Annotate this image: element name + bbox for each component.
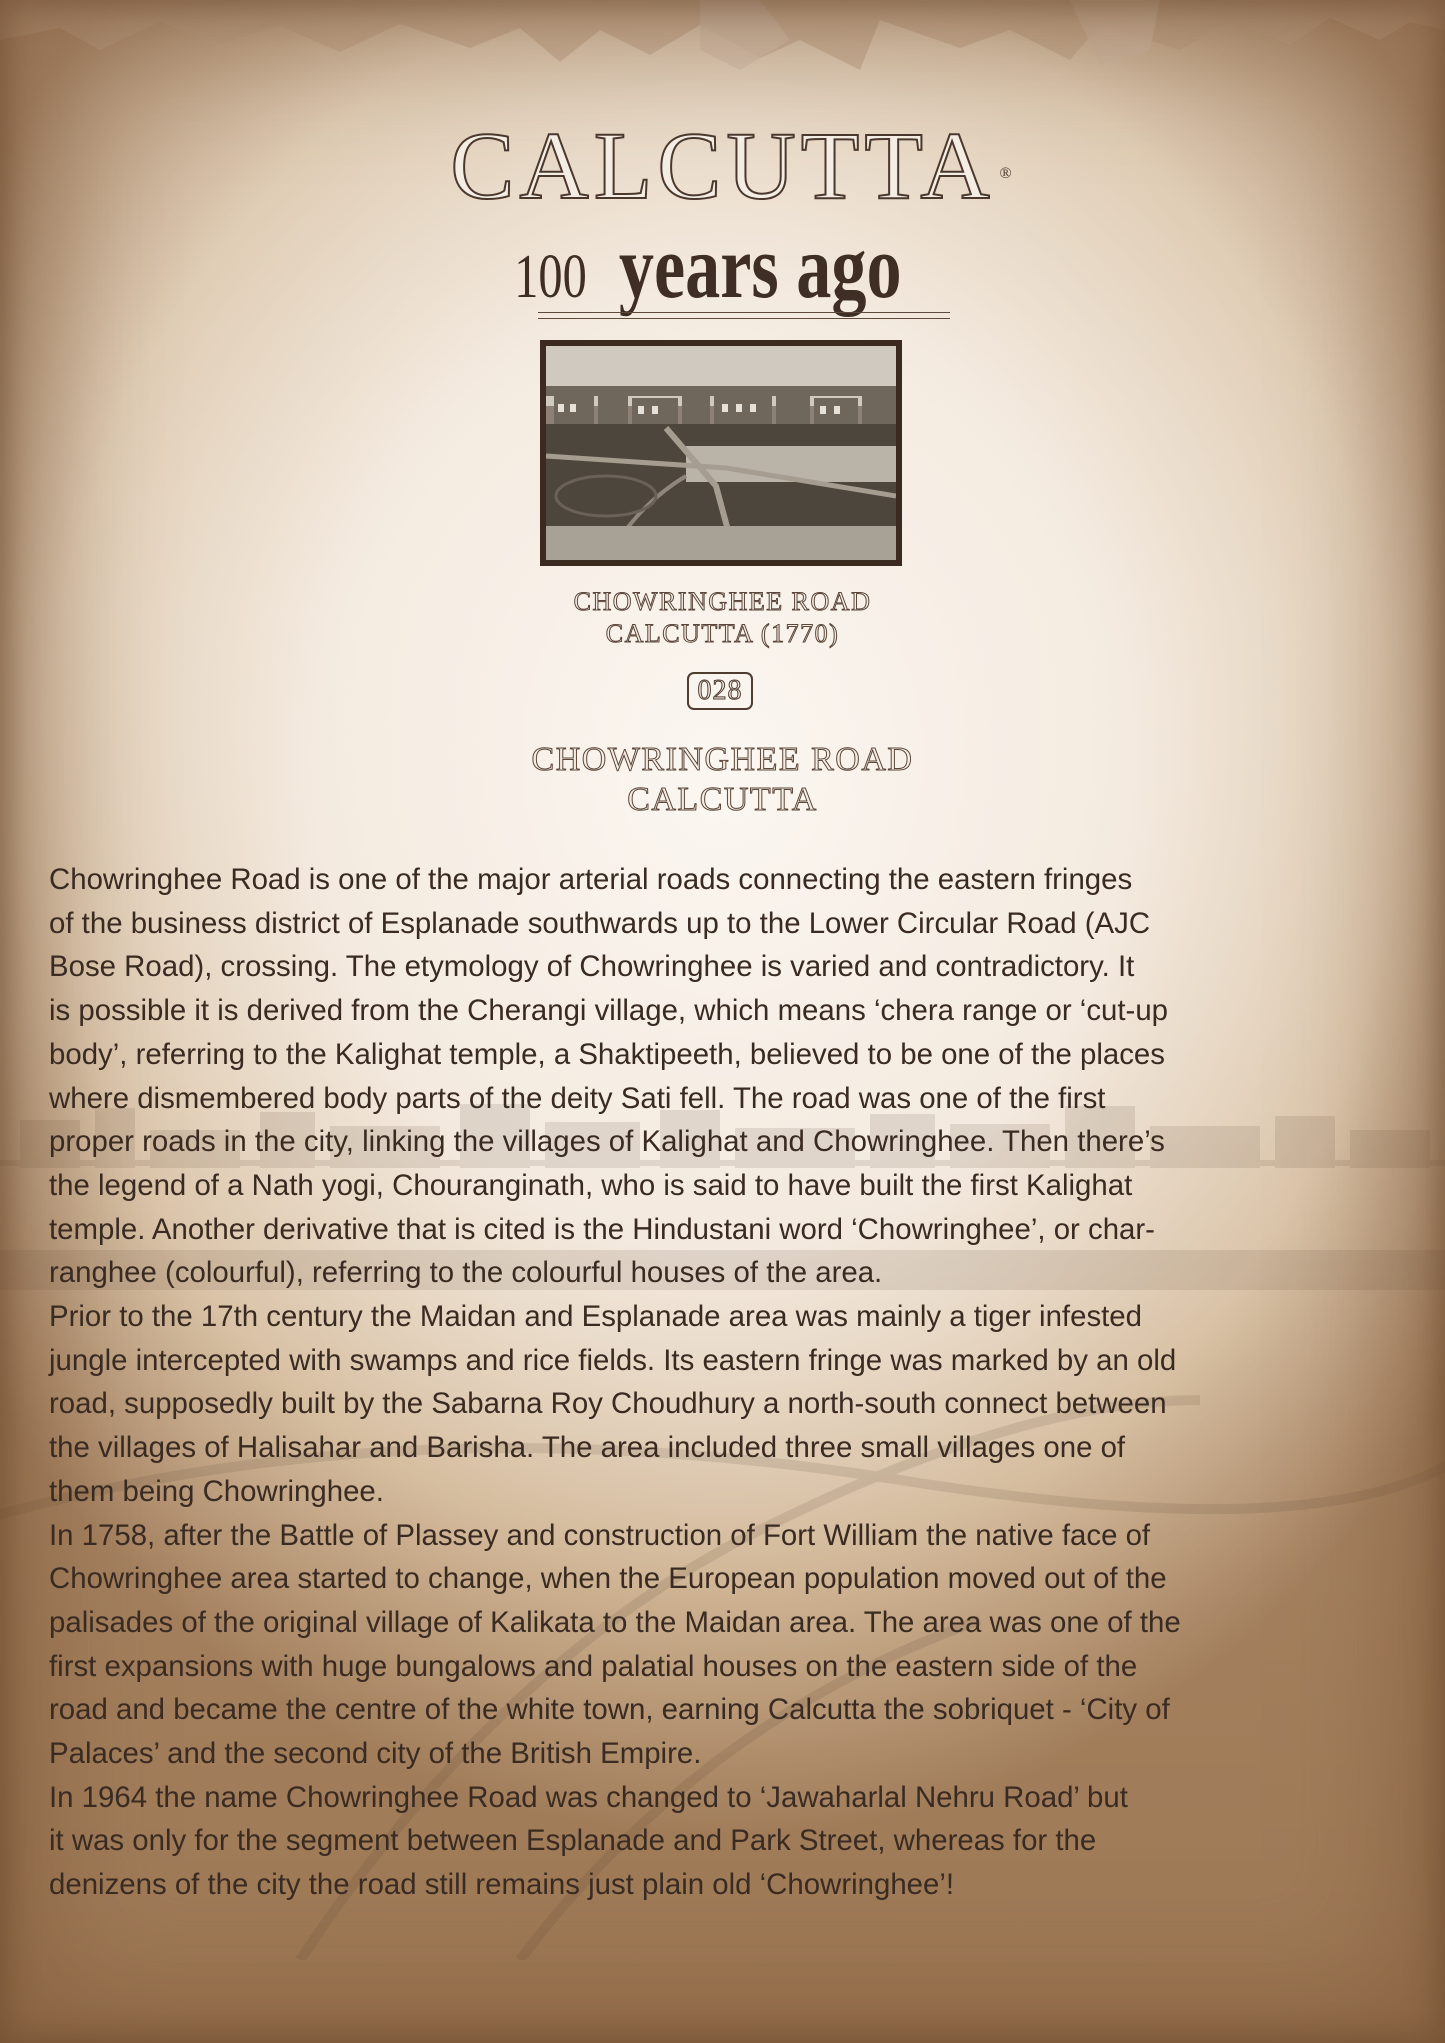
vintage-photograph (540, 340, 902, 566)
tagline-number: 100 (514, 243, 587, 311)
article-heading-line1: CHOWRINGHEE ROAD (531, 741, 914, 778)
brand-title (450, 112, 1017, 219)
body-line: them being Chowringhee. (49, 1474, 384, 1508)
photo-caption-line1: CHOWRINGHEE ROAD (573, 587, 872, 616)
photo-caption-line2: CALCUTTA (1770) (605, 619, 840, 648)
tagline-underline-top (538, 312, 950, 313)
torn-paper-edge (0, 0, 1445, 90)
body-line: In 1758, after the Battle of Plassey and construction of Fort William the native face of (49, 1518, 1151, 1552)
body-line: palisades of the original village of Kalikata to the Maidan area. The area was one of the (49, 1605, 1181, 1639)
article-body (49, 858, 1409, 1907)
body-line: where dismembered body parts of the deity Sati fell. The road was one of the first (49, 1081, 1106, 1115)
body-line: proper roads in the city, linking the villages of Kalighat and Chowringhee. Then there’s (49, 1125, 1165, 1159)
body-line: first expansions with huge bungalows and palatial houses on the eastern side of the (49, 1649, 1138, 1683)
masthead (0, 112, 1445, 317)
body-line: ranghee (colourful), referring to the colourful houses of the area. (49, 1256, 883, 1290)
tagline-underline-bottom (538, 318, 950, 319)
registered-mark: ® (999, 165, 1017, 182)
tagline (504, 218, 941, 317)
body-line: Bose Road), crossing. The etymology of Chowringhee is varied and contradictory. It (49, 950, 1135, 984)
body-line: Chowringhee area started to change, when the European population moved out of the (49, 1562, 1167, 1596)
body-line: Prior to the 17th century the Maidan and Esplanade area was mainly a tiger infested (49, 1300, 1142, 1334)
body-line: denizens of the city the road still remains just plain old ‘Chowringhee’! (49, 1868, 955, 1902)
tagline-words: years ago (618, 218, 902, 317)
body-line: body’, referring to the Kalighat temple, a Shaktipeeth, believed to be one of the places (49, 1037, 1165, 1071)
brand-name: CALCUTTA (450, 112, 995, 219)
body-line: the villages of Halisahar and Barisha. The area included three small villages one of (49, 1431, 1126, 1465)
body-line: temple. Another derivative that is cited is the Hindustani word ‘Chowringhee’, or char- (49, 1212, 1155, 1246)
body-line: is possible it is derived from the Cherangi village, which means ‘chera range or ‘cut-up (49, 994, 1169, 1028)
article-heading (0, 740, 1445, 820)
body-line: it was only for the segment between Esplanade and Park Street, whereas for the (49, 1824, 1097, 1858)
body-line: road, supposedly built by the Sabarna Roy Choudhury a north-south connect between (49, 1387, 1167, 1421)
body-line: jungle intercepted with swamps and rice fields. Its eastern fringe was marked by an old (49, 1343, 1177, 1377)
body-line: Chowringhee Road is one of the major arterial roads connecting the eastern fringes (49, 863, 1133, 896)
body-line: the legend of a Nath yogi, Chouranginath, who is said to have built the first Kalighat (49, 1168, 1133, 1202)
article-heading-line2: CALCUTTA (627, 781, 818, 818)
body-line: Palaces’ and the second city of the British Empire. (49, 1737, 702, 1771)
body-line: of the business district of Esplanade southwards up to the Lower Circular Road (AJC (49, 906, 1151, 940)
body-line: In 1964 the name Chowringhee Road was changed to ‘Jawaharlal Nehru Road’ but (49, 1780, 1128, 1814)
body-line: road and became the centre of the white town, earning Calcutta the sobriquet - ‘City of (49, 1693, 1170, 1727)
photo-caption (0, 586, 1445, 650)
card-number-badge: 028 (687, 672, 753, 710)
